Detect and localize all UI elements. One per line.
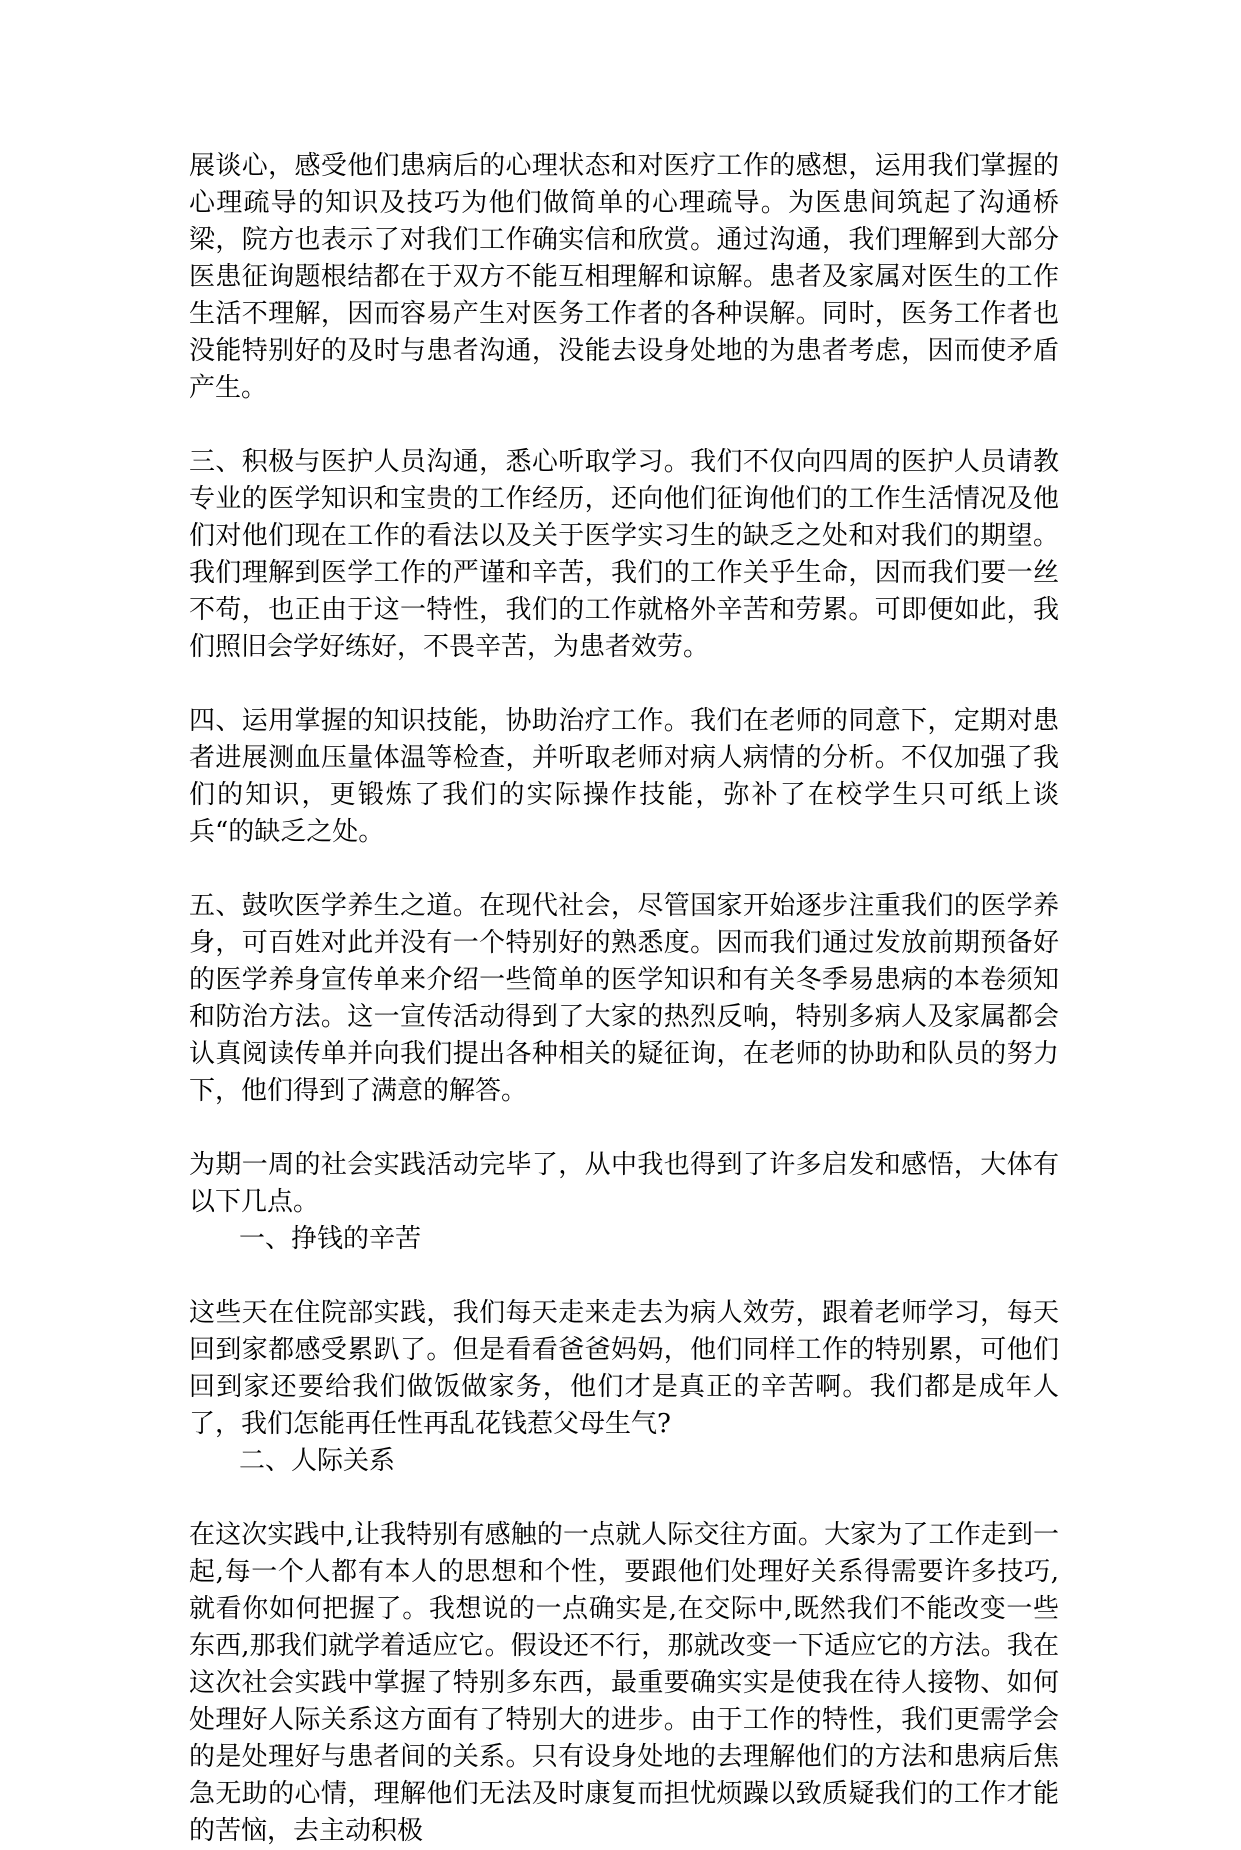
heading-earning-money: 一、挣钱的辛苦 xyxy=(239,1224,422,1254)
paragraph-section-five: 五、鼓吹医学养生之道。在现代社会，尽管国家开始逐步注重我们的医学养身，可百姓对此并没有一个特别好的熟悉度。因而我们通过发放前期预备好的医学养身宣传单来介绍一些简单的医学知识和有关冬季易患病的本卷须知和防治方法。这一宣传活动得到了大家的热烈反响，特别多病人及家属都会认真阅读传单并向我们提出各种相关的疑征询，在老师的协助和队员的努力下，他们得到了满意的解答。 xyxy=(189,891,1059,1106)
paragraph-gap xyxy=(189,1480,1059,1517)
paragraph-gap xyxy=(189,407,1059,444)
paragraph-gap xyxy=(189,1110,1059,1147)
document-body xyxy=(189,148,1059,1850)
heading-relationships: 二、人际关系 xyxy=(239,1446,396,1476)
paragraph-summary-intro: 为期一周的社会实践活动完毕了，从中我也得到了许多启发和感悟，大体有以下几点。 xyxy=(189,1150,1059,1217)
paragraph-section-three: 三、积极与医护人员沟通，悉心听取学习。我们不仅向四周的医护人员请教专业的医学知识和宝贵的工作经历，还向他们征询他们的工作生活情况及他们对他们现在工作的看法以及关于医学实习生的缺乏之处和对我们的期望。我们理解到医学工作的严谨和辛苦，我们的工作关乎生命，因而我们要一丝不苟，也正由于这一特性，我们的工作就格外辛苦和劳累。可即便如此，我们照旧会学好练好，不畏辛苦，为患者效劳。 xyxy=(189,447,1059,662)
paragraph-relationships: 在这次实践中,让我特别有感触的一点就人际交往方面。大家为了工作走到一起,每一个人都有本人的思想和个性，要跟他们处理好关系得需要许多技巧,就看你如何把握了。我想说的一点确实是,在交际中,既然我们不能改变一些东西,那我们就学着适应它。假设还不行，那就改变一下适应它的方法。我在这次社会实践中掌握了特别多东西，最重要确实实是使我在待人接物、如何处理好人际关系这方面有了特别大的进步。由于工作的特性，我们更需学会的是处理好与患者间的关系。只有设身处地的去理解他们的方法和患病后焦急无助的心情，理解他们无法及时康复而担忧烦躁以致质疑我们的工作才能的苦恼，去主动积极 xyxy=(189,1520,1059,1846)
paragraph-earning-money: 这些天在住院部实践，我们每天走来走去为病人效劳，跟着老师学习，每天回到家都感受累趴了。但是看看爸爸妈妈，他们同样工作的特别累，可他们回到家还要给我们做饭做家务，他们才是真正的辛苦啊。我们都是成年人了，我们怎能再任性再乱花钱惹父母生气? xyxy=(189,1298,1059,1439)
paragraph-section-four: 四、运用掌握的知识技能，协助治疗工作。我们在老师的同意下，定期对患者进展测血压量体温等检查，并听取老师对病人病情的分析。不仅加强了我们的知识，更锻炼了我们的实际操作技能，弥补了在校学生只可纸上谈兵“的缺乏之处。 xyxy=(189,706,1059,847)
paragraph-gap xyxy=(189,666,1059,703)
paragraph-communication: 展谈心，感受他们患病后的心理状态和对医疗工作的感想，运用我们掌握的心理疏导的知识及技巧为他们做简单的心理疏导。为医患间筑起了沟通桥梁，院方也表示了对我们工作确实信和欣赏。通过沟通，我们理解到大部分医患征询题根结都在于双方不能互相理解和谅解。患者及家属对医生的工作生活不理解，因而容易产生对医务工作者的各种误解。同时，医务工作者也没能特别好的及时与患者沟通，没能去设身处地的为患者考虑，因而使矛盾产生。 xyxy=(189,151,1059,403)
paragraph-gap xyxy=(189,1258,1059,1295)
paragraph-gap xyxy=(189,851,1059,888)
